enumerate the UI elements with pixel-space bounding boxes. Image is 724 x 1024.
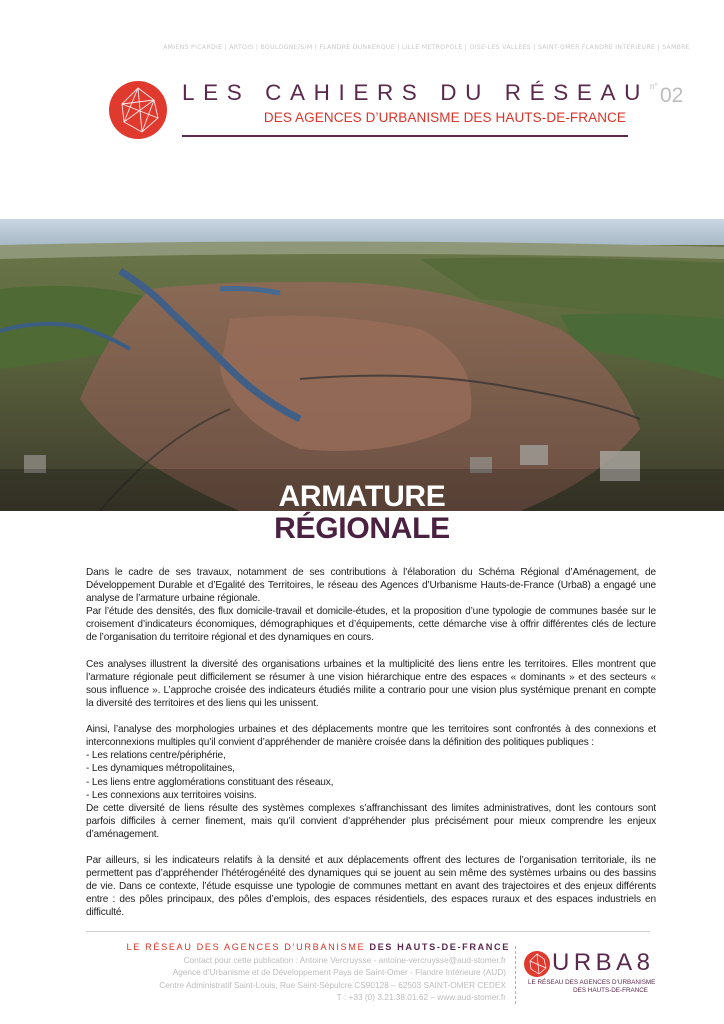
connections-list bbox=[86, 749, 656, 801]
partner-agencies-strip: AMIENS PICARDIE | ARTOIS | BOULOGNE/S/M | FLANDRE DUNKERQUE | LILLE MÉTROPOLE | OISE-LES VALLÉES | SAINT-OMER FLANDRE INTÉRIEURE | SAMBRE bbox=[163, 44, 690, 51]
urba8-tagline-2: DES HAUTS-DE-FRANCE bbox=[573, 987, 648, 994]
footer-agency: Agence d’Urbanisme et de Développement Pays de Saint-Omer - Flandre Intérieure (AUD) bbox=[172, 967, 506, 977]
paragraph-gap bbox=[86, 710, 656, 723]
masthead-divider bbox=[182, 135, 628, 137]
footer-contact: Contact pour cette publication : Antoine Vercruysse - antoine-vercruysse@aud-stomer.fr bbox=[183, 955, 506, 965]
urba8-tagline-1: LE RÉSEAU DES AGENCES D’URBANISME bbox=[528, 979, 656, 986]
body-paragraph: Dans le cadre de ses travaux, notamment de ses contributions à l’élaboration du Schéma Régional d’Aménagement, de Développement Durable et d’Egalité des Territoires, le réseau des Agences d’Urbanisme Hauts-de-France (Urba8) a engagé une analyse de l’armature urbaine régionale. bbox=[86, 567, 656, 605]
urba8-logo-icon bbox=[523, 950, 551, 978]
footer-vertical-divider bbox=[515, 946, 516, 1004]
article-body bbox=[86, 566, 656, 920]
body-paragraph: Par ailleurs, si les indicateurs relatifs à la densité et aux déplacements offrent des lectures de l’organisation territoriale, ils ne permettent pas d’appréhender l’hétérogénéité des dynamiques qui se jouent au sein même des systèmes urbains ou des bassins de vie. Dans ce contexte, l’étude esquisse une typologie de communes mettant en avant des trajectoires et des enjeux différents entre : des pôles principaux, des pôles d’emplois, des espaces résidentiels, des espaces ruraux et des espaces industriels en difficulté. bbox=[86, 855, 656, 919]
body-paragraph: Ces analyses illustrent la diversité des organisations urbaines et la multiplicité des liens entre les territoires. Elles montrent que l’armature régionale peut difficilement se résumer à une vision hiérarchique entre des espaces « dominants » et des secteurs « sous influence ». L’approche croisée des indicateurs étudiés milite a contrario pour une vision plus systémique prenant en compte la diversité des territoires et des liens qui les unissent. bbox=[86, 658, 656, 709]
footer-divider bbox=[86, 931, 650, 932]
body-paragraph: Par l’étude des densités, des flux domicile-travail et domicile-études, et la proposition d’une typologie de communes basée sur le croisement d’indicateurs économiques, démographiques et d’équipements, cette démarche vise à offrir différentes clés de lecture de l’organisation du territoire régional et des dynamiques en cours. bbox=[86, 606, 656, 644]
paragraph-gap bbox=[86, 645, 656, 658]
publication-subtitle: DES AGENCES D’URBANISME DES HAUTS-DE-FRANCE bbox=[263, 110, 626, 125]
aerial-city-photo bbox=[0, 219, 724, 511]
footer-phone-web: T : +33 (0) 3.21.38.01.62 – www.aud-stomer.fr bbox=[336, 992, 506, 1002]
headline-line-2: RÉGIONALE bbox=[274, 512, 450, 545]
paragraph-gap bbox=[86, 841, 656, 854]
body-paragraph: Ainsi, l’analyse des morphologies urbaines et des déplacements montre que les territoires sont confrontés à des connexions et interconnexions multiples qu’il convient d’appréhender de manière croisée dans la définition des politiques publiques : bbox=[86, 724, 656, 749]
body-paragraph: De cette diversité de liens résulte des systèmes complexes s’affranchissant des limites administratives, dont les contours sont parfois difficiles à cerner finement, mais qu’il convient d’appréhender plus précisément pour mieux comprendre les enjeux d’aménagement. bbox=[86, 802, 656, 840]
list-item: - Les dynamiques métropolitaines, bbox=[86, 763, 235, 775]
urba8-wordmark: URBA8 bbox=[552, 949, 655, 976]
list-item: - Les relations centre/périphérie, bbox=[86, 750, 226, 762]
issue-label: n° bbox=[650, 82, 658, 91]
footer-heading-bold: DES HAUTS-DE-FRANCE bbox=[369, 942, 510, 952]
footer-address: Centre Administratif Saint-Louis, Rue Saint-Sépulcre CS90128 – 62503 SAINT-OMER CEDEX bbox=[159, 980, 506, 990]
headline-line-1: ARMATURE bbox=[278, 480, 446, 513]
footer-heading bbox=[86, 942, 510, 952]
list-item: - Les connexions aux territoires voisins. bbox=[86, 789, 257, 801]
list-item: - Les liens entre agglomérations constituant des réseaux, bbox=[86, 776, 334, 788]
issue-number: 02 bbox=[660, 84, 684, 107]
footer-heading-light: LE RÉSEAU DES AGENCES D’URBANISME bbox=[126, 942, 370, 952]
publication-title: LES CAHIERS DU RÉSEAU bbox=[182, 80, 649, 105]
network-logo-icon bbox=[108, 80, 168, 140]
